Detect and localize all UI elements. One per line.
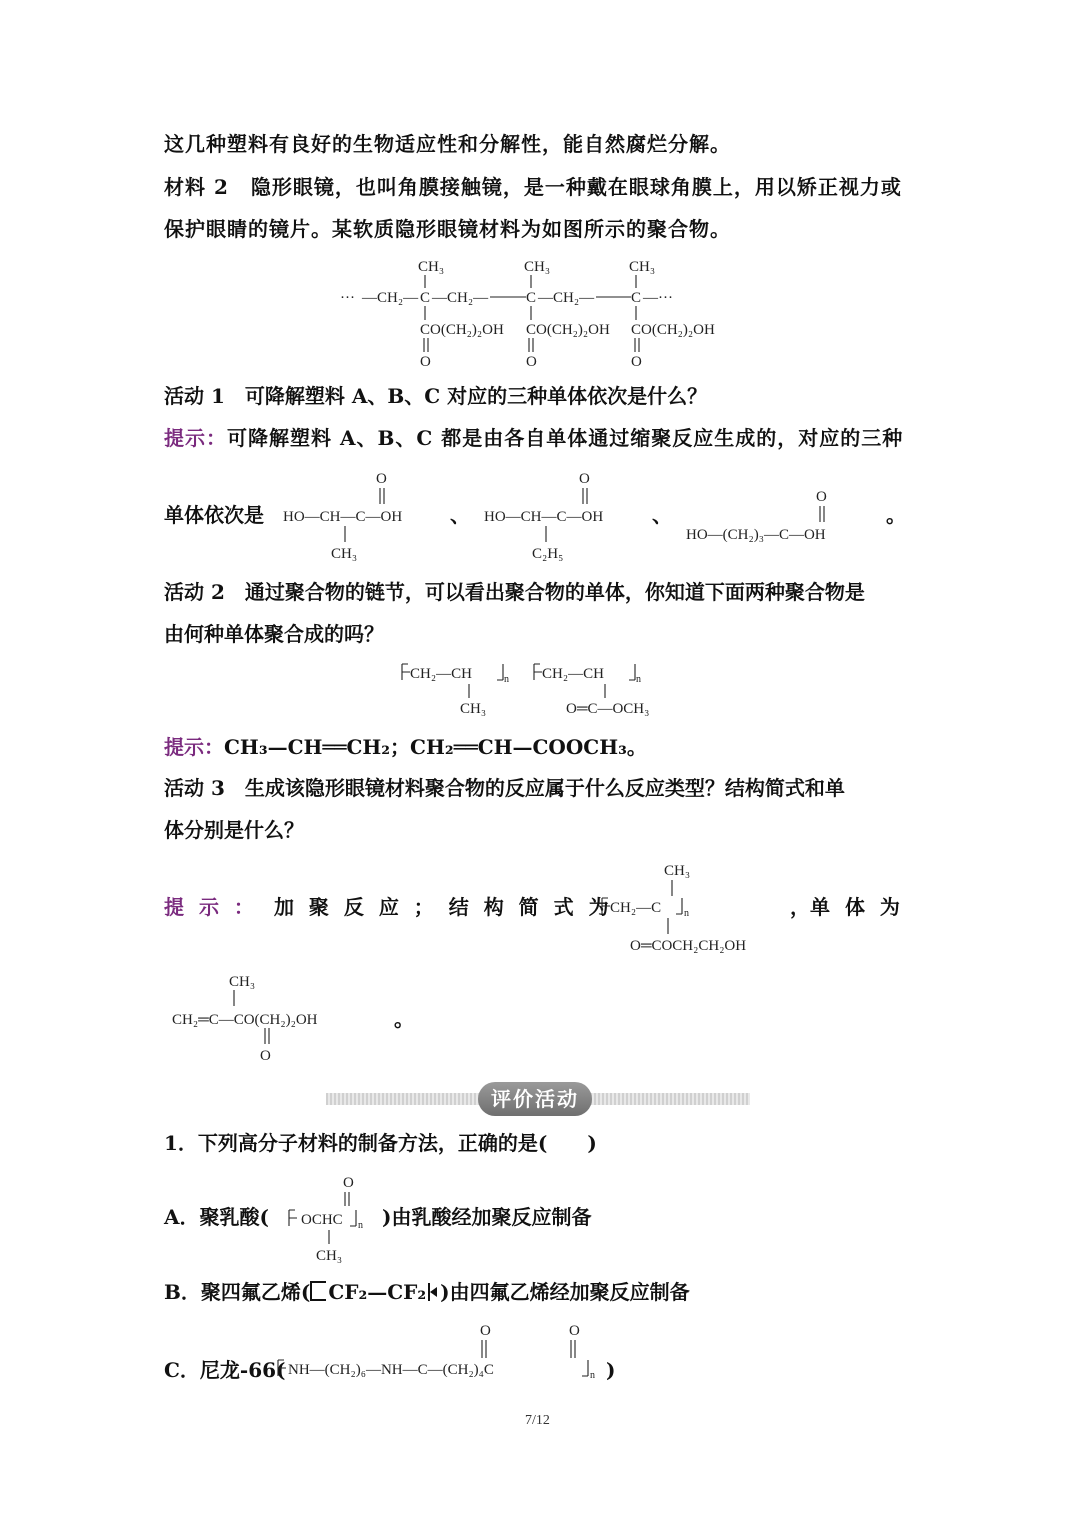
hint-2-label: 提示：	[164, 735, 224, 759]
polylactic-acid-formula	[283, 1170, 383, 1266]
monomer-c-formula	[686, 484, 886, 554]
chain-ch2-1: —CH₂—	[362, 290, 419, 306]
carbonyl-o-3: O	[631, 354, 642, 370]
nylon-n: n	[590, 1370, 595, 1381]
pa-main: CH₂—CH	[542, 666, 604, 682]
carbonyl-o-2: O	[526, 354, 537, 370]
monomer-a-main: HO—CH—C—OH	[283, 509, 403, 525]
pa-n: n	[636, 674, 641, 685]
pp-main: CH₂—CH	[410, 666, 472, 682]
option-b-prefix: B．聚四氟乙烯(	[164, 1280, 311, 1304]
hint-3-monomer-label: ，单 体 为	[790, 895, 900, 919]
separator-2: 、	[652, 503, 672, 527]
nylon-main: NH—(CH₂)₆—NH—C—(CH₂)₄C	[288, 1362, 494, 1378]
pp-n: n	[504, 674, 509, 685]
pla-n: n	[358, 1220, 363, 1231]
hint-1-text: 可降解塑料 A、B、C 都是由各自单体通过缩聚反应生成的，对应的三种	[227, 426, 904, 450]
option-b	[164, 1279, 690, 1305]
methyl-3: CH₃	[629, 259, 656, 275]
end-1: 。	[886, 503, 906, 527]
hema-poly-sub: O═COCH₂CH₂OH	[630, 938, 747, 954]
monomer-a-formula	[283, 466, 453, 566]
chain-c-2: C	[526, 290, 537, 306]
chain-c-3: C	[631, 290, 642, 306]
methyl-2: CH₃	[524, 259, 551, 275]
hema-poly-main: CH₂—C	[610, 900, 662, 916]
option-c-suffix: )	[606, 1358, 616, 1382]
hema-mono-o: O	[260, 1048, 271, 1064]
pla-ch3: CH₃	[316, 1248, 343, 1264]
monomer-b-sub: C₂H₅	[532, 546, 564, 562]
monomer-b-main: HO—CH—C—OH	[484, 509, 604, 525]
monomer-b-o: O	[579, 471, 590, 487]
activity-3-line-1: 活动 3 生成该隐形眼镜材料聚合物的反应属于什么反应类型？结构简式和单	[164, 776, 845, 800]
monomer-prefix: 单体依次是	[164, 503, 264, 527]
banner-title: 评价活动	[478, 1082, 592, 1116]
monomer-b-formula	[484, 466, 654, 566]
option-a-suffix: )由乳酸经加聚反应制备	[382, 1205, 592, 1229]
side-chain-3: CO(CH₂)₂OH	[631, 322, 715, 338]
hema-poly-ch3: CH₃	[664, 863, 691, 879]
separator-1: 、	[450, 503, 470, 527]
methyl-1: CH₃	[418, 259, 445, 275]
evaluation-banner	[326, 1082, 750, 1116]
option-a-prefix: A．聚乳酸(	[164, 1205, 269, 1229]
chain-ch2-2: —CH₂—	[432, 290, 489, 306]
pla-o: O	[343, 1175, 354, 1191]
activity-2-line-1: 活动 2 通过聚合物的链节，可以看出聚合物的单体，你知道下面两种聚合物是	[164, 580, 865, 604]
nylon-o-2: O	[569, 1323, 580, 1339]
monomer-a-o: O	[376, 471, 387, 487]
hint-1-line	[164, 425, 903, 451]
chain-ch2-3: —CH₂—	[538, 290, 595, 306]
hema-mono-ch3: CH₃	[229, 974, 256, 990]
option-b-suffix: )由四氟乙烯经加聚反应制备	[440, 1280, 690, 1304]
material-2-label: 材料 2	[164, 175, 229, 199]
hint-1-label: 提示：	[164, 426, 227, 450]
chain-c-1: C	[420, 290, 431, 306]
nylon-66-formula	[272, 1318, 612, 1381]
option-c-prefix: C．尼龙-66(	[164, 1358, 286, 1382]
carbonyl-o-1: O	[420, 354, 431, 370]
material-2-line	[164, 174, 902, 200]
chain-dots-right: —···	[643, 290, 673, 306]
hint-2-text: CH₃—CH══CH₂；CH₂══CH—COOCH₃。	[224, 735, 647, 759]
pa-sub: O═C—OCH₃	[566, 701, 650, 717]
text-line-3: 保护眼睛的镜片。某软质隐形眼镜材料为如图所示的聚合物。	[164, 217, 731, 241]
hema-monomer-formula	[172, 966, 402, 1070]
question-1: 1．下列高分子材料的制备方法，正确的是( )	[164, 1131, 597, 1155]
hint-3-label: 提 示 ：	[164, 895, 254, 919]
hema-mono-main: CH₂═C—CO(CH₂)₂OH	[172, 1012, 318, 1028]
option-b-formula: CF₂—CF₂	[328, 1280, 427, 1304]
side-chain-2: CO(CH₂)₂OH	[526, 322, 610, 338]
polypropylene-formula	[396, 658, 526, 720]
activity-2-line-2: 由何种单体聚合成的吗？	[164, 622, 384, 646]
monomer-c-o: O	[816, 489, 827, 505]
side-chain-1: CO(CH₂)₂OH	[420, 322, 504, 338]
hint-3-line	[164, 894, 609, 920]
monomer-a-sub: CH₃	[331, 546, 358, 562]
hema-poly-n: n	[684, 908, 689, 919]
hint-3-text: 加 聚 反 应 ； 结 构 简 式 为	[273, 895, 609, 919]
material-2-text: 隐形眼镜，也叫角膜接触镜，是一种戴在眼球角膜上，用以矫正视力或	[250, 175, 902, 199]
option-b-bracket-right	[428, 1283, 440, 1301]
polyacrylate-formula	[528, 658, 688, 720]
contact-lens-polymer-formula	[340, 256, 740, 372]
hint-2-line	[164, 734, 647, 760]
pla-main: OCHC	[301, 1212, 343, 1228]
chain-dots-left: ···	[340, 290, 355, 306]
page-number: 7/12	[525, 1413, 550, 1428]
hema-polymer-formula	[596, 858, 796, 958]
activity-3-line-2: 体分别是什么？	[164, 818, 304, 842]
option-b-bracket-left	[310, 1281, 326, 1301]
pp-sub: CH₃	[460, 701, 487, 717]
end-3: 。	[394, 1007, 414, 1031]
activity-1: 活动 1 可降解塑料 A、B、C 对应的三种单体依次是什么？	[164, 384, 708, 408]
monomer-c-main: HO—(CH₂)₃—C—OH	[686, 527, 826, 543]
nylon-o-1: O	[480, 1323, 491, 1339]
text-line-1: 这几种塑料有良好的生物适应性和分解性，能自然腐烂分解。	[164, 132, 731, 156]
